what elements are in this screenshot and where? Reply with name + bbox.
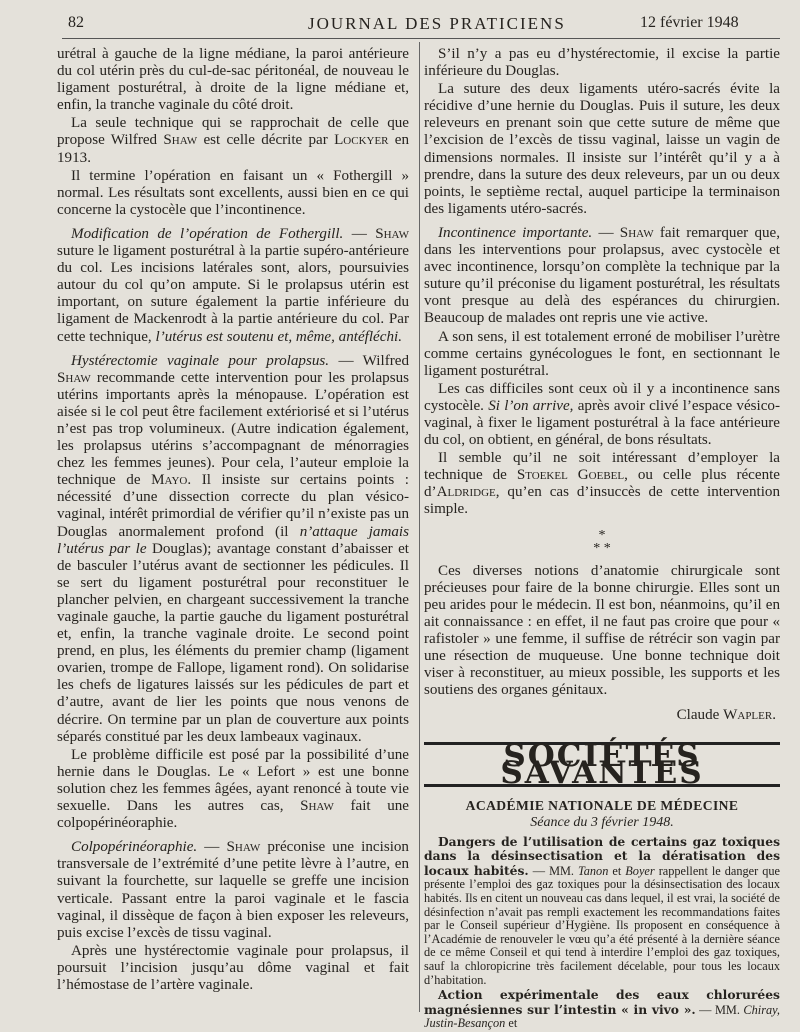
paragraph: Après une hystérectomie vaginale pour prolapsus, il poursuit l’incision jusqu’au dôme vaginal et fait l’hémostase de l’artère vaginale. [57,942,409,993]
page-number: 82 [68,14,84,31]
section-heading: Incontinence importante. [438,224,593,241]
author-name: Shaw [619,224,654,241]
paragraph: S’il n’y a pas eu d’hystérectomie, il excise la partie inférieure du Douglas. [424,46,780,80]
author-name: Shaw [375,225,409,242]
paragraph: Action expérimentale des eaux chlorurées magnésiennes sur l’intestin « in vivo ». — MM. Chiray, Justin-Besançon et [424,987,780,1031]
signature: Claude Wapler. [676,707,776,724]
issue-date: 12 février 1948 [640,14,739,31]
paragraph: Il termine l’opération en faisant un « Fothergill » normal. Les résultats sont excellents, aussi bien en ce qui concerne la cystocèle que l’incontinence. [57,167,409,218]
right-column [424,46,780,1032]
author-name: Shaw [57,369,91,386]
academy-heading: ACADÉMIE NATIONALE DE MÉDECINE [465,797,739,813]
paragraph: Il semble qu’il ne soit intéressant d’employer la technique de Stoekel Goebel, ou celle plus récente d’Aldridge, qu’en cas d’insuccès de cette intervention simple. [424,450,781,518]
section-heading: Hystérectomie vaginale pour prolapsus. [71,352,330,369]
author-name: Lockyer [334,132,389,149]
header-rule [62,38,780,39]
author-name: Shaw [300,798,334,815]
paragraph: Les cas difficiles sont ceux où il y a incontinence sans cystocèle. Si l’on arrive, après avoir clivé l’espace vésico-vaginal, à fixer le ligament posturétral à la face antérieure du col, on obtient, en général, de bons résultats. [424,380,780,449]
paragraph: La suture des deux ligaments utéro-sacrés évite la récidive d’une hernie du Douglas. Puis il suture, les deux releveurs en prenant soin que cette suture de même que l’excision de l’excès de tissu vaginal, laisse un vagin de dimensions normales. Il insiste sur l’intérêt qu’il y a à prendre, dans la suture des deux releveurs, par un ou deux points, le septième rectal, auquel participe la terminaison des ligaments utéro-sacrés. [424,81,780,217]
paragraph: Le problème difficile est posé par la possibilité d’une hernie dans le Douglas. Le « Lefort » est une bonne solution chez les femmes âgées, ayant renoncé à toute vie sexuelle. Dans les autres cas, Shaw fait une colpopérinéoraphie. [57,746,410,832]
paragraph: Ces diverses notions d’anatomie chirurgicale sont précieuses pour faire de la bonne chirurgie. Elles sont un peu arides pour le médecin. Il est bon, néanmoins, qu’il en ait connaissance : en effet, il ne faut pas croire que pour « rafistoler » une femme, il suffise de rétrécir son vagin par une résection de muqueuse. Une bonne technique doit viser à reconstituer, au mieux possible, les supports et les soutiens des organes génitaux. [424,562,780,699]
paragraph: Dangers de l’utilisation de certains gaz toxiques dans la désinsectisation et la dératisation des locaux habités. — MM. Tanon et Boyer rappellent le danger que présente l’emploi des gaz toxiques pour la désinsectisation des locaux habités. Ils en citent un nouveau cas dans lequel, il est vrai, la société de désinfection n’avait pas rempli exactement les recommandations faites par le Conseil supérieur d’Hygiène. Ils proposent en conséquence à l’Académie de renouveler le vœu qu’a été présenté à la dernière séance de ce même Conseil et qui tend à interdire l’emploi des gaz toxiques, sauf la chloropicrine très facilement décelable, pour tous les locaux d’habitation. [424,833,781,987]
paragraph: La seule technique qui se rapprochait de celle que propose Wilfred Shaw est celle décrite par Lockyer en 1913. [57,115,410,166]
paragraph: A son sens, il est totalement erroné de mobiliser l’urètre comme certains gynécologues le font, en sectionnant le ligament posturétral. [424,328,780,379]
section-separator [424,529,780,555]
communication-title: Action expérimentale des eaux chlorurées magnésiennes sur l’intestin « in vivo ». [424,987,780,1017]
author-name: Stoekel Goebel [516,467,625,484]
paragraph: Incontinence importante. — Shaw fait remarquer que, dans les interventions pour prolapsus, avec cystocèle et avec incontinence, lorsqu’on complète la technique par la suture qu’il préconise du ligament posturétral, les résultats vont presque au delà des espérances du chirurgien. Beaucoup de malades ont repris une vie active. [424,224,781,327]
paragraph: urétral à gauche de la ligne médiane, la paroi antérieure du col utérin près du cul-de-sac péritonéal, de nouveau le ligament posturétral, à droite de la ligne médiane et, enfin, la tranche vaginale du côté droit. [57,46,409,114]
section-heading: Modification de l’opération de Fothergill. [71,225,344,242]
author-name: Shaw [226,839,261,856]
column-divider [419,42,420,1012]
asterisk-bottom: * * [593,540,611,556]
session-date: Séance du 3 février 1948. [530,814,674,830]
paragraph: Hystérectomie vaginale pour prolapsus. — Wilfred Shaw recommande cette intervention pour les prolapsus utérins importants après la ménopause. L’opération est aisée si le col peut être facilement extériorisé et si l’utérus n’est pas trop volumineux. (Autre indication également, les prolapsus utérins s’accompagnant de ménorragies chez les femmes jeunes). Pour cela, l’auteur emploie la technique de Mayo. Il insiste sur certains points : nécessité d’une dissection correcte du plan vésico-vaginal, intérêt primordial de vérifier qu’il n’existe pas un Douglas anormalement profond (il n’attaque jamais l’utérus par le Douglas); avantage constant d’abaisser et de basculer l’utérus avant de sectionner les pédicules. Il se sert du ligament posturétral pour reconstituer le plancher pelvien, en chargeant successivement la tranche vaginale gauche, la partie gauche du ligament posturétral et, enfin, la tranche vaginale droite. Le second point prend, en plus, les éléments du premier champ (ligament ovarien, trompe de Fallope, ligament rond). On solidarise les chefs de ligatures laissés sur les pédicules de part et d’autre, avant de lier les points que nous venons de décrire. On termine par un plan de couverture aux points séparés constitué par les deux lambeaux vaginaux. [57,352,409,745]
communication-title: Dangers de l’utilisation de certains gaz toxiques dans la désinsectisation et la dératisation des locaux habités. [424,833,780,878]
author-name: Mayo [151,472,188,489]
author-name: Aldridge [436,484,496,501]
journal-title: JOURNAL DES PRATICIENS [308,14,566,33]
left-column [57,46,409,995]
author-name: Shaw [163,132,198,149]
page-header [0,14,800,36]
paragraph: Modification de l’opération de Fothergill. — Shaw suture le ligament posturétral à la partie supéro-antérieure du col. Les incisions latérales sont, alors, poursuivies autour du col qu’on ampute. Si le prolapsus utérin est important, on suture également la partie inférieure du ligament de Mackenrodt à la partie antérieure du col. Par cette technique, l’utérus est soutenu et, même, antéfléchi. [57,225,409,345]
paragraph: Colpopérinéoraphie. — Shaw préconise une incision transversale de l’extrémité d’une petite lèvre à l’autre, en suivant la fourchette, sur laquelle se greffe une incision verticale. Passant entre la paroi vaginale et le fascia vaginal, il dissèque de façon à bien exposer les releveurs, puis excise l’excès de tissu vaginal. [57,839,409,941]
asterisk-top: * [598,527,606,543]
section-banner: SOCIÉTÉS SAVANTES [424,742,780,786]
section-heading: Colpopérinéoraphie. [71,839,198,856]
